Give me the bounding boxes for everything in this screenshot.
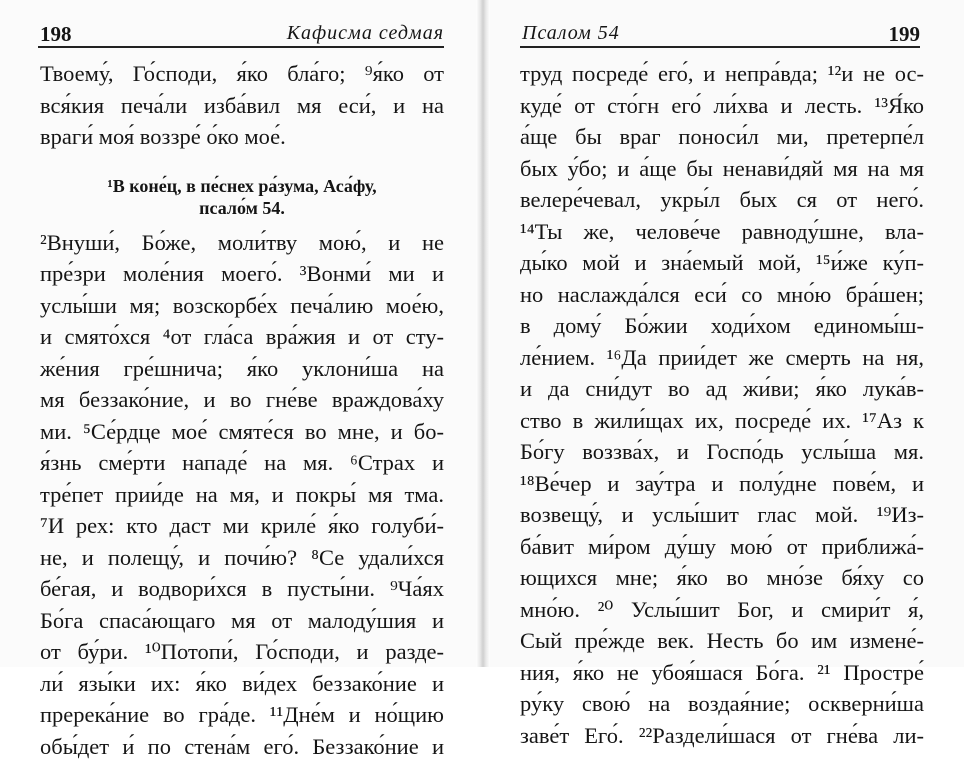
text-line: ру́ку свою́ на воздая́ние; оскверни́ша xyxy=(520,688,924,720)
left-page-number: 198 xyxy=(40,22,72,47)
right-page xyxy=(482,0,964,667)
right-page-number: 199 xyxy=(889,22,921,47)
text-line: ды́ко мой и зна́емый мой, ¹⁵и́же ку́п- xyxy=(520,247,924,279)
text-line: враги́ моя́ воззре́ о́ко мое́. xyxy=(40,121,444,153)
text-line: Бо́гу воззва́х, и Госпо́дь услы́ша мя. xyxy=(520,436,924,468)
psalm-heading-line: псало́м 54. xyxy=(40,197,444,219)
psalm-heading-line: ¹В коне́ц, в пе́снех ра́зума, Аса́фу, xyxy=(40,175,444,197)
text-line: куде́ от сто́гн его́ ли́хва и лесть. ¹³Я́ко xyxy=(520,90,924,122)
text-line: труд посреде́ его́, и непра́вда; ¹²и не ос- xyxy=(520,58,924,90)
text-line: от бу́ри. ¹⁰Потопи́, Го́споди, и разде- xyxy=(40,636,444,668)
text-line: Твоему́, Го́споди, я́ко бла́го; ⁹я́ко от xyxy=(40,58,444,90)
text-line: обы́дет и́ по стена́м его́. Беззако́ние и xyxy=(40,731,444,762)
text-line: услы́ши мя; возскорбе́х печа́лию мое́ю, xyxy=(40,290,444,322)
text-line: ²Внуши́, Бо́же, моли́тву мою́, и не xyxy=(40,227,444,259)
text-line: не, и полещу́, и почи́ю? ⁸Се удали́хся xyxy=(40,542,444,574)
left-page xyxy=(0,0,482,667)
text-line: я́знь сме́рти нападе́ на мя. ⁶Страх и xyxy=(40,447,444,479)
left-running-head: Кафисма седмая xyxy=(287,22,444,45)
text-line: ¹⁴Ты же, челове́че равноду́шне, вла- xyxy=(520,216,924,248)
text-line: возвещу́, и услы́шит глас мой. ¹⁹Из- xyxy=(520,499,924,531)
left-page-body xyxy=(40,58,444,762)
text-line: мно́ю. ²⁰ Услы́шит Бог, и смири́т я́, xyxy=(520,594,924,626)
left-header-rule xyxy=(38,46,444,48)
text-line: тре́пет прии́де на мя, и покры́ мя тма. xyxy=(40,479,444,511)
text-line: ли́ язы́ки их: я́ко ви́дех беззако́ние и xyxy=(40,668,444,700)
text-line: и да сни́дут во ад жи́ви; я́ко лука́в- xyxy=(520,373,924,405)
text-line: в дому́ Бо́жии ходи́хом единомы́ш- xyxy=(520,310,924,342)
text-line: а́ще бы враг поноси́л ми, претерпе́л xyxy=(520,121,924,153)
text-line: ле́нием. ¹⁶Да прии́дет же смерть на ня, xyxy=(520,342,924,374)
text-line: но наслажда́лся еси́ со мно́ю бра́шен; xyxy=(520,279,924,311)
text-line: вся́кия печа́ли изба́вил мя еси́, и на xyxy=(40,90,444,122)
psalm-heading xyxy=(40,175,444,219)
book-gutter xyxy=(476,0,490,667)
text-line: ющихся мне; я́ко во мно́зе бя́ху со xyxy=(520,562,924,594)
text-line: заве́т Его́. ²²Раздели́шася от гне́ва ли- xyxy=(520,720,924,752)
right-running-head: Псалом 54 xyxy=(522,22,620,45)
text-line: ба́вит ми́ром ду́шу мою́ от приближа́- xyxy=(520,531,924,563)
text-line: велере́чевал, укры́л бых ся от него́. xyxy=(520,184,924,216)
text-line: Бо́га спаса́ющаго мя от малоду́шия и xyxy=(40,605,444,637)
text-line: и смято́хся ⁴от гла́са вра́жия и от сту- xyxy=(40,321,444,353)
text-line: пре́зри моле́ния моего́. ³Вонми́ ми и xyxy=(40,258,444,290)
text-line: бе́гая, и водвори́хся в пусты́ни. ⁹Ча́ях xyxy=(40,573,444,605)
text-line: ¹⁸Ве́чер и зау́тра и полу́дне пове́м, и xyxy=(520,468,924,500)
right-header-rule xyxy=(520,46,920,48)
right-page-header xyxy=(522,22,920,48)
text-line: ство в жили́щах их, посреде́ их. ¹⁷Аз к xyxy=(520,405,924,437)
text-line: же́ния гре́шнича; я́ко уклони́ша на xyxy=(40,353,444,385)
left-page-header xyxy=(40,22,444,48)
text-line: пререка́ние во гра́де. ¹¹Дне́м и но́щию xyxy=(40,699,444,731)
text-line: мя беззако́ние, и во гне́ве враждова́ху xyxy=(40,384,444,416)
text-line: бых у́бо; и а́ще бы ненави́дяй мя на мя xyxy=(520,153,924,185)
text-line: Сый пре́жде век. Несть бо им измене́- xyxy=(520,625,924,657)
text-line: ⁷И рех: кто даст ми криле́ я́ко голуби́- xyxy=(40,510,444,542)
text-line: ми. ⁵Се́рдце мое́ смяте́ся во мне, и бо- xyxy=(40,416,444,448)
text-line: ния, я́ко не убоя́шася Бо́га. ²¹ Простре́ xyxy=(520,657,924,689)
right-page-body xyxy=(520,58,924,751)
